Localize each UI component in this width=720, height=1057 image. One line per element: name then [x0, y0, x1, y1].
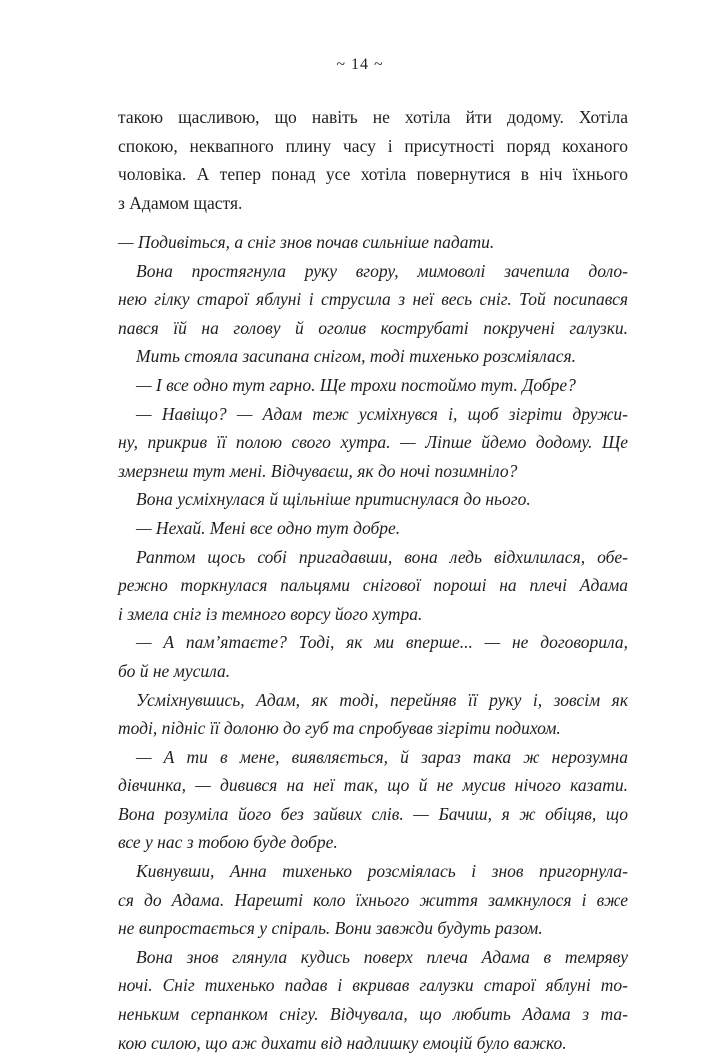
text-line: бо й не мусила. [118, 660, 231, 681]
text-line: і змела сніг із темного ворсу його хутра. [118, 603, 423, 624]
text-line: тоді, підніс її долоню до губ та спробував зігріти подихом. [118, 718, 561, 739]
dialogue-section [118, 228, 628, 1057]
text-line: з Адамом щастя. [118, 192, 243, 213]
text-line: Вона усміхнулася й щільніше притиснулася до нього. [136, 489, 531, 510]
text-line: — А пам’ятаєте? Тоді, як ми вперше... — не договорила, [136, 632, 628, 653]
text-line: дівчинка, — дивився на неї так, що й не мусив нічого казати. [118, 775, 628, 796]
text-line: Мить стояла засипана снігом, тоді тихенько розсміялася. [136, 346, 577, 367]
text-line: Вона розуміла його без зайвих слів. — Бачиш, я ж обіцяв, що [118, 803, 628, 824]
text-line: — Нехай. Мені все одно тут добре. [136, 517, 401, 538]
text-line: — А ти в мене, виявляється, й зараз така ж нерозумна [136, 746, 628, 767]
text-line: Вона простягнула руку вгору, мимоволі зачепила доло- [136, 260, 628, 281]
text-line: — Навіщо? — Адам теж усміхнувся і, щоб зігріти дружи- [136, 403, 628, 424]
text-line: режно торкнулася пальцями снігової пороші на плечі Адама [118, 575, 628, 596]
text-line: неньким серпанком снігу. Відчувала, що любить Адама з та- [118, 1004, 628, 1025]
text-line: не випростається у спіраль. Вони завжди будуть разом. [118, 918, 543, 939]
text-line: змерзнеш тут мені. Відчуваєш, як до ночі позимніло? [118, 460, 518, 481]
text-line: Кивнувши, Анна тихенько розсміялась і знов пригорнула- [136, 861, 628, 882]
text-line: нею гілку старої яблуні і струсила з неї весь сніг. Той посипався [118, 289, 628, 310]
text-line: пався їй на голову й оголив кострубаті покручені галузки. [118, 317, 628, 338]
text-line: Усміхнувшись, Адам, як тоді, перейняв її руку і, зовсім як [136, 689, 628, 710]
text-line: такою щасливою, що навіть не хотіла йти додому. Хотіла [118, 107, 628, 127]
text-line: ну, прикрив її полою свого хутра. — Ліпше йдемо додому. Ще [118, 432, 628, 453]
text-line: спокою, неквапного плину часу і присутності поряд коханого [118, 135, 628, 156]
text-line: Раптом щось собі пригадавши, вона ледь відхилилася, обе- [136, 546, 628, 567]
text-line: ся до Адама. Нарешті коло їхнього життя замкнулося і вже [118, 889, 628, 910]
text-line: кою силою, що аж дихати від надлишку емоцій було важко. [118, 1032, 567, 1053]
text-line: чоловіка. А тепер понад усе хотіла повернутися в ніч їхнього [118, 164, 628, 185]
text-line: Вона знов глянула кудись поверх плеча Адама в темряву [136, 946, 628, 967]
text-line: — Подивіться, а сніг знов почав сильніше падати. [118, 232, 495, 252]
text-line: все у нас з тобою буде добре. [118, 832, 338, 853]
page-number: ~ 14 ~ [336, 56, 384, 73]
text-line: — І все одно тут гарно. Ще трохи постоймо тут. Добре? [136, 374, 576, 395]
text-line: ночі. Сніг тихенько падав і вкривав галузки старої яблуні то- [118, 975, 628, 996]
intro-paragraph [118, 103, 628, 217]
